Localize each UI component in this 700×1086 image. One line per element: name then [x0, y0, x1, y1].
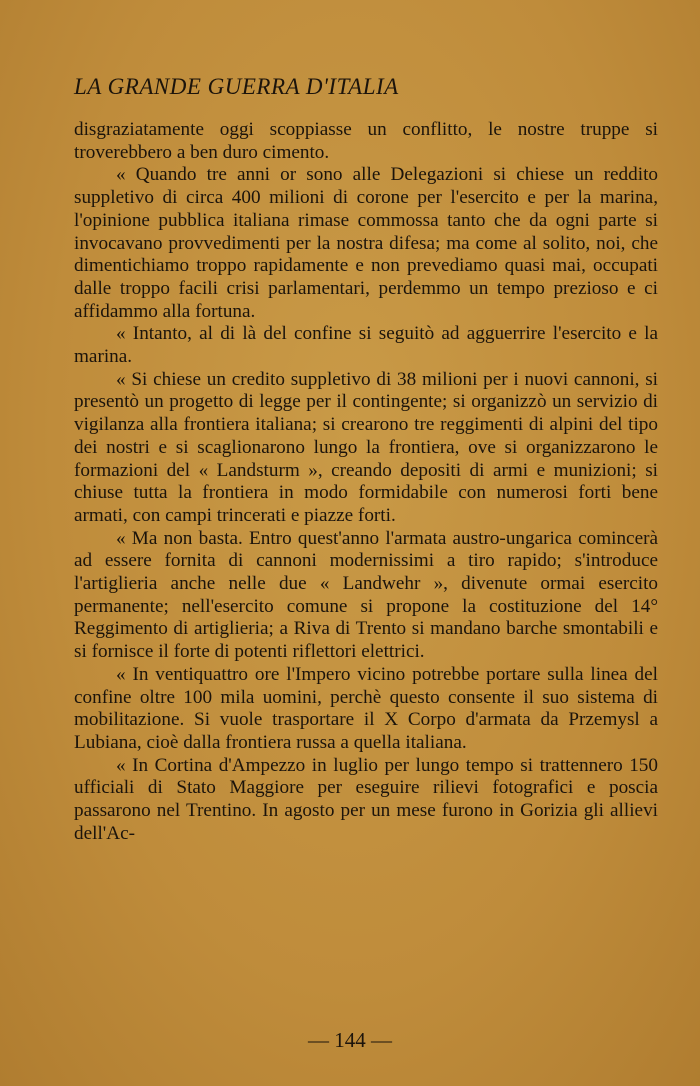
paragraph-delegazioni: « Quando tre anni or sono alle Delegazioni si chiese un reddito suppletivo di circa 400 milioni di corone per l'esercito e per la marina, l'opinione pubblica italiana rimase commossa tanto che da ogni parte si invocavano provvedimenti per la nostra difesa; ma come al solito, noi, che dimentichiamo troppo rapidamente e non prevediamo quasi mai, occupati dalle troppo facili crisi parlamentari, perdemmo un tempo prezioso e ci affidammo alla fortuna. — [74, 164, 658, 322]
paragraph-intanto: « Intanto, al di là del confine si seguitò ad agguerrire l'esercito e la marina. — [74, 323, 658, 368]
paragraph-cortina: « In Cortina d'Ampezzo in luglio per lungo tempo si trattennero 150 ufficiali di Stato Maggiore per eseguire rilievi fotografici e poscia passarono nel Trentino. In agosto per un mese furono in Gorizia gli allievi dell'Ac- — [74, 754, 658, 844]
paragraph-credito: « Si chiese un credito suppletivo di 38 milioni per i nuovi cannoni, si presentò un progetto di legge per il contingente; si organizzò un servizio di vigilanza alla frontiera italiana; si crearono tre reggimenti di alpini del tipo dei nostri e si scaglionarono lungo la frontiera, ove si organizzarono le formazioni del « Landsturm », creando depositi di armi e munizioni; si chiuse tutta la frontiera in modo formidabile con numerosi forti bene armati, con campi trincerati e piazze forti. — [74, 368, 658, 526]
running-head: LA GRANDE GUERRA D'ITALIA — [74, 74, 399, 99]
paragraph-ventiquattro-ore: « In ventiquattro ore l'Impero vicino potrebbe portare sulla linea del confine oltre 100 mila uomini, perchè questo consente il suo sistema di mobilitazione. Si vuole trasportare il X Corpo d'armata da Przemysl a Lubiana, cioè dalla frontiera russa a quella italiana. — [74, 663, 658, 753]
body-text — [74, 119, 658, 846]
paragraph-continuation: disgraziatamente oggi scoppiasse un conflitto, le nostre truppe si troverebbero a ben duro cimento. — [74, 119, 658, 163]
page-number: — 144 — — [308, 1028, 392, 1052]
paragraph-ma-non-basta: « Ma non basta. Entro quest'anno l'armata austro-ungarica comincerà ad essere fornita di cannoni modernissimi a tiro rapido; s'introduce l'artiglieria anche nelle due « Landwehr », divenute ormai esercito permanente; nell'esercito comune si propone la costituzione del 14° Reggimento di artiglieria; a Riva di Trento si mandano barche smontabili e si fornisce il forte di potenti riflettori elettrici. — [74, 527, 658, 663]
